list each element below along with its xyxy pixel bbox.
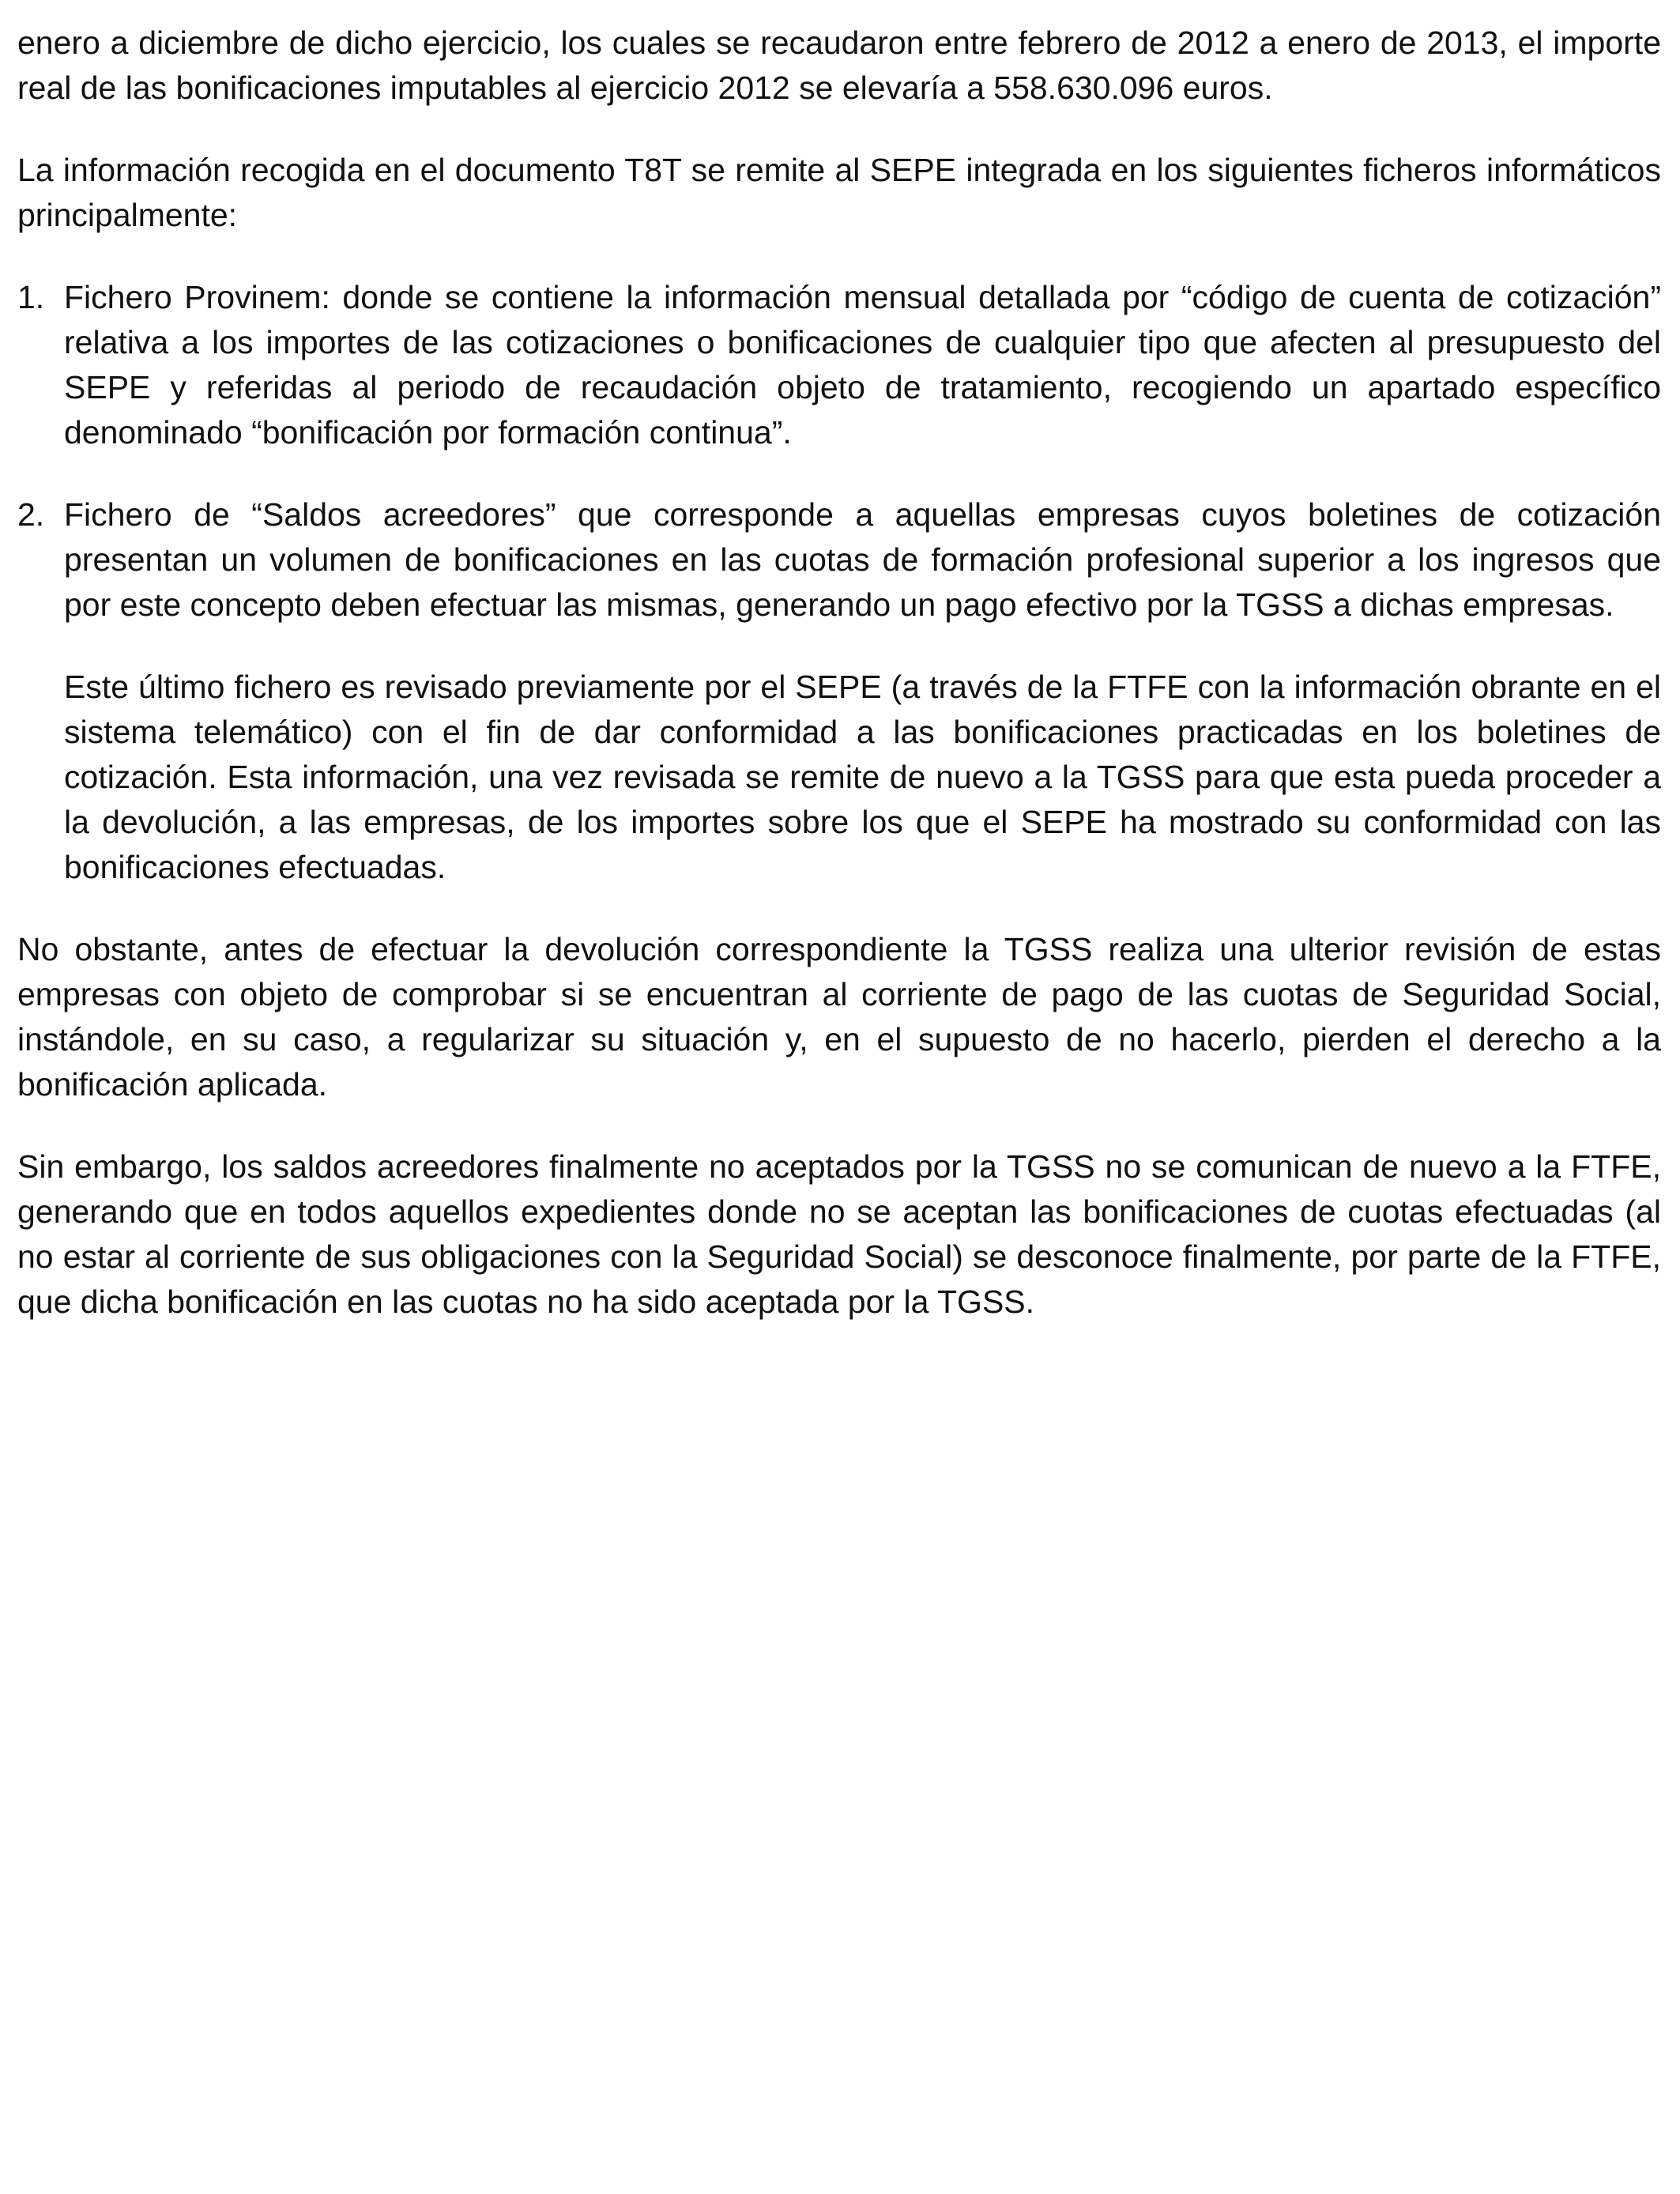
list-item-provinem <box>17 275 1661 455</box>
paragraph-intro-continuation: enero a diciembre de dicho ejercicio, los cuales se recaudaron entre febrero de 2012 a enero de 2013, el importe real de las bonificaciones imputables al ejercicio 2012 se elevaría a 558.630.096 euros. <box>17 25 1661 106</box>
list-item-saldos-acreedores <box>17 492 1661 890</box>
paragraph-tgss-review: No obstante, antes de efectuar la devolución correspondiente la TGSS realiza una ulterior revisión de estas empresas con objeto de comprobar si se encuentran al corriente de pago de las cuotas de Seguridad Social, instándole, en su caso, a regularizar su situación y, en el supuesto de no hacerlo, pierden el derecho a la bonificación aplicada. <box>17 931 1661 1103</box>
list-item-number: 1. <box>17 279 45 315</box>
list-item-number: 2. <box>17 496 45 533</box>
document-page <box>17 21 1661 1362</box>
paragraph-t8t-files: La información recogida en el documento T8T se remite al SEPE integrada en los siguientes ficheros informáticos principalmente: <box>17 152 1661 233</box>
list-item-text: Fichero de “Saldos acreedores” que corresponde a aquellas empresas cuyos boletines de cotización presentan un volumen de bonificaciones en las cuotas de formación profesional superior a los ingresos que por este concepto deben efectuar las mismas, generando un pago efectivo por la TGSS a dichas empresas. <box>64 496 1661 623</box>
list-item-continuation: Este último fichero es revisado previamente por el SEPE (a través de la FTFE con la información obrante en el sistema telemático) con el fin de dar conformidad a las bonificaciones practicadas en los boletines de cotización. Esta información, una vez revisada se remite de nuevo a la TGSS para que esta pueda proceder a la devolución, a las empresas, de los importes sobre los que el SEPE ha mostrado su conformidad con las bonificaciones efectuadas. <box>64 669 1661 885</box>
list-item-text: Fichero Provinem: donde se contiene la información mensual detallada por “código de cuenta de cotización” relativa a los importes de las cotizaciones o bonificaciones de cualquier tipo que afecten al presupuesto del SEPE y referidas al periodo de recaudación objeto de tratamiento, recogiendo un apartado específico denominado “bonificación por formación continua”. <box>64 279 1661 450</box>
files-list <box>17 275 1661 890</box>
paragraph-saldos-not-accepted: Sin embargo, los saldos acreedores finalmente no aceptados por la TGSS no se comunican de nuevo a la FTFE, generando que en todos aquellos expedientes donde no se aceptan las bonificaciones de cuotas efectuadas (al no estar al corriente de sus obligaciones con la Seguridad Social) se desconoce finalmente, por parte de la FTFE, que dicha bonificación en las cuotas no ha sido aceptada por la TGSS. <box>17 1148 1661 1320</box>
